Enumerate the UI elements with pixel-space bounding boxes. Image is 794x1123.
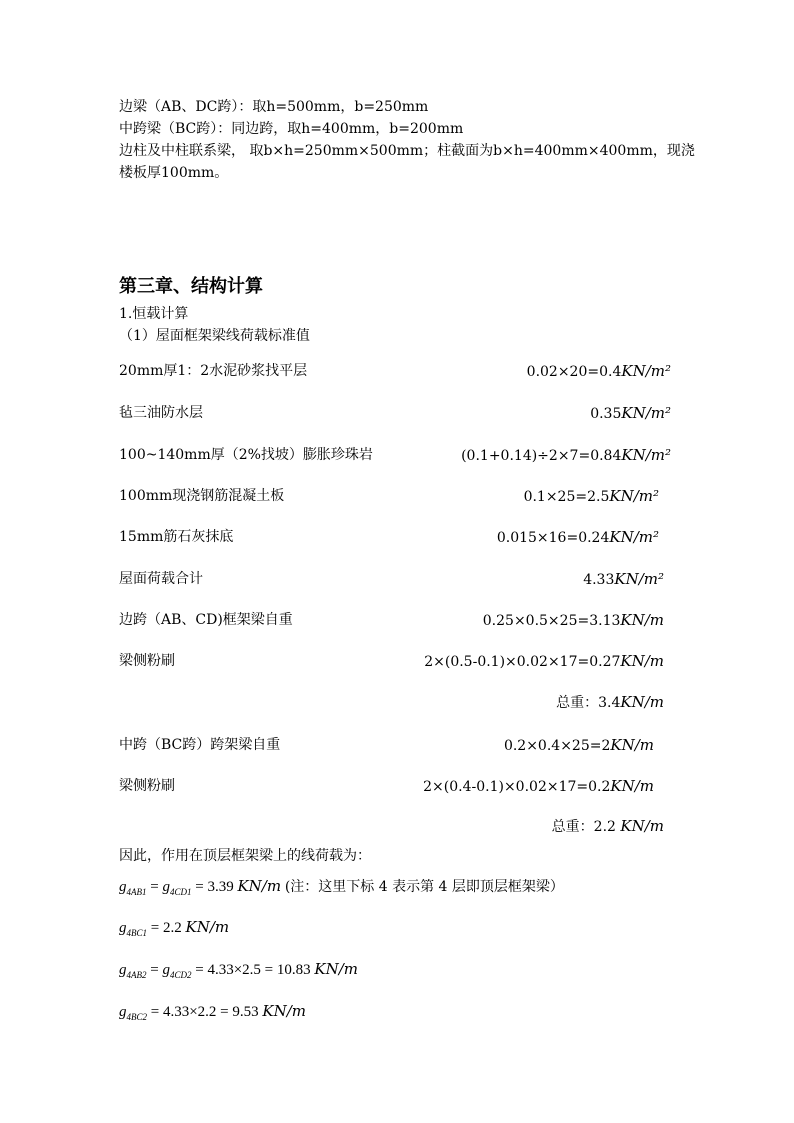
roof-item-label: 100mm现浇钢筋混凝土板 (119, 488, 285, 504)
side-beam-row (119, 607, 664, 629)
side-beam-label: 边跨（AB、CD)框架梁自重 (119, 612, 293, 628)
mid-beam-value: 0.2×0.4×25=2KN/m (503, 736, 654, 754)
unit-kn-per-m: KN/m (620, 693, 664, 711)
unit-kn-per-m2: KN/m² (609, 528, 659, 546)
roof-item-row (119, 442, 671, 464)
roof-total-value: 4.33KN/m² (583, 570, 664, 588)
roof-item-label: 100~140mm厚（2%找坡）膨胀珍珠岩 (119, 447, 373, 463)
unit-kn-per-m: KN/m (610, 777, 654, 795)
chapter-title: 第三章、结构计算 (119, 276, 263, 297)
mid-plaster-value: 2×(0.4-0.1)×0.02×17=0.2KN/m (423, 777, 654, 795)
roof-item-value: (0.1+0.14)÷2×7=0.84KN/m² (461, 446, 671, 464)
mid-total-row (119, 814, 664, 836)
unit-kn-per-m2: KN/m² (609, 487, 659, 505)
unit-kn-per-m: KN/m (620, 817, 664, 835)
side-total-value: 总重：3.4KN/m (556, 693, 664, 711)
intro-line-4: 楼板厚100mm。 (119, 165, 229, 181)
unit-kn-per-m: KN/m (610, 736, 654, 754)
unit-kn-per-m2: KN/m² (621, 362, 671, 380)
mid-beam-label: 中跨（BC跨）跨架梁自重 (119, 737, 281, 753)
equation-g4bc2: $g_{4BC2} = 4.33\times 2.2 = 9.53$ KN/m (119, 1002, 307, 1022)
side-plaster-label: 梁侧粉刷 (119, 653, 175, 669)
mid-plaster-label: 梁侧粉刷 (119, 778, 175, 794)
intro-line-2: 中跨梁（BC跨）：同边跨，取h=400mm，b=200mm (119, 121, 464, 137)
mid-total-value: 总重：2.2 KN/m (551, 817, 664, 835)
intro-line-1: 边梁（AB、DC跨）：取h=500mm，b=250mm (119, 99, 429, 115)
roof-item-label: 毡三油防水层 (119, 405, 203, 421)
unit-kn-per-m: KN/m (620, 652, 664, 670)
equation-g4ab2: $g_{4AB2} = g_{4CD2} = 4.33\times 2.5 = 10.83$ KN/m (119, 960, 358, 980)
unit-kn-per-m: KN/m (620, 611, 664, 629)
roof-item-label: 15mm筋石灰抹底 (119, 529, 234, 545)
side-plaster-row (119, 648, 664, 670)
roof-item-value: 0.02×20=0.4KN/m² (526, 362, 671, 380)
side-beam-value: 0.25×0.5×25=3.13KN/m (482, 611, 664, 629)
roof-item-row (119, 483, 659, 505)
side-total-row (119, 690, 664, 712)
mid-beam-row (119, 732, 654, 754)
roof-item-value: 0.1×25=2.5KN/m² (523, 487, 659, 505)
intro-line-3: 边柱及中柱联系梁， 取b×h=250mm×500mm；柱截面为b×h=400mm×400mm，现浇 (119, 143, 695, 159)
roof-item-row (119, 400, 671, 422)
roof-item-label: 20mm厚1：2水泥砂浆找平层 (119, 363, 308, 379)
roof-total-row (119, 566, 664, 588)
roof-item-row (119, 524, 659, 546)
mid-plaster-row (119, 773, 654, 795)
roof-item-value: 0.35KN/m² (590, 404, 671, 422)
section-title: 1.恒载计算 (119, 306, 189, 322)
roof-item-row (119, 358, 671, 380)
equation-note: (注：这里下标 4 表示第 4 层即顶层框架梁） (284, 879, 564, 895)
side-plaster-value: 2×(0.5-0.1)×0.02×17=0.27KN/m (424, 652, 664, 670)
roof-item-value: 0.015×16=0.24KN/m² (496, 528, 659, 546)
subsection-title: （1）屋面框架梁线荷载标准值 (119, 328, 310, 344)
conclusion-text: 因此，作用在顶层框架梁上的线荷载为： (119, 848, 371, 864)
equation-g4ab1: $g_{4AB1} = g_{4CD1} = 3.39$ KN/m (注：这里下标 4 表示第 4 层即顶层框架梁） (119, 877, 564, 897)
roof-total-label: 屋面荷载合计 (119, 571, 203, 587)
equation-g4bc1: $g_{4BC1} = 2.2$ KN/m (119, 918, 230, 938)
unit-kn-per-m2: KN/m² (621, 404, 671, 422)
unit-kn-per-m2: KN/m² (621, 446, 671, 464)
unit-kn-per-m2: KN/m² (614, 570, 664, 588)
